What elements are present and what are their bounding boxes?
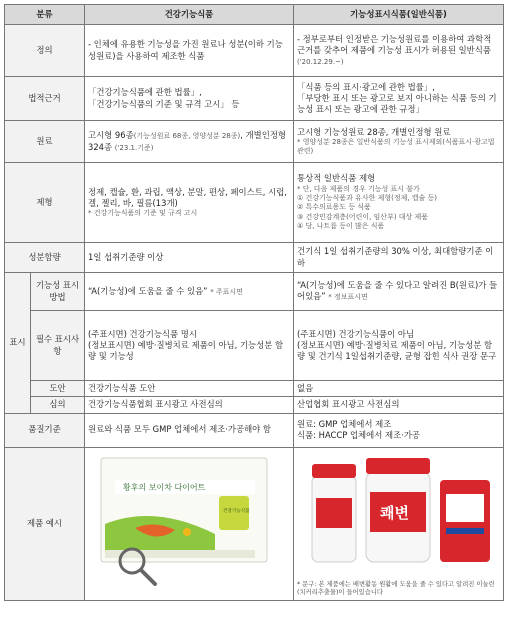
cell-method-health (85, 273, 294, 311)
cell-content-general: 건기식 1일 섭취기준량의 30% 이상, 최대함량기준 이하 (294, 243, 504, 273)
magnifier-icon (115, 544, 159, 588)
cell-definition-health: - 인체에 유용한 기능성을 가진 원료나 성분(이하 기능성원료)을 사용하여 제조한 식품 (85, 25, 294, 77)
label-definition: 정의 (5, 25, 85, 77)
method-health-text: “A(기능성)에 도움을 줄 수 있음” (88, 285, 208, 296)
definition-general-text: - 정부로부터 인정받은 기능성원료를 이용하여 과학적 근거를 갖추어 제품에 기능성 표시가 허용된 일반식품 (297, 33, 492, 55)
bottle-label-text: 쾌변 (380, 503, 409, 522)
method-general-note: * 정보표시면 (328, 293, 368, 302)
label-law: 법적근거 (5, 77, 85, 121)
header-row (5, 5, 504, 25)
label-content: 성분함량 (5, 243, 85, 273)
cell-content-health: 1일 섭취기준량 이상 (85, 243, 294, 273)
material-health-note: (기능성원료 68종, 영양성분 28종) (133, 132, 241, 141)
label-display-method: 기능성 표시방법 (31, 273, 85, 311)
label-material: 원료 (5, 121, 85, 163)
material-health-main: 고시형 96종 (88, 130, 134, 141)
functional-example-footnote: * 문구: 본 제품에는 배변활동 원활에 도움을 줄 수 있다고 알려진 이눌린(치커리추출물)이 들어있습니다 (297, 581, 495, 597)
health-product-badge: 건강기능식품 (223, 508, 250, 514)
form-general-item: ③ 건강민감계층(어린이, 임산부) 대상 제품 (297, 212, 429, 221)
form-general-item: ① 건강기능식품과 유사한 제형(정제, 캡슐 등) (297, 194, 438, 203)
comparison-table (4, 4, 504, 601)
row-example (5, 447, 504, 600)
cell-definition-general (294, 25, 504, 77)
label-display-group: 표시 (5, 273, 31, 414)
form-health-note: * 건강기능식품의 기준 및 규격 고시 (88, 209, 198, 218)
label-display-required: 필수 표시사항 (31, 311, 85, 381)
row-review (5, 397, 504, 413)
cell-form-health (85, 163, 294, 243)
cell-material-general (294, 121, 504, 163)
cell-method-general (294, 273, 504, 311)
form-general-main: 통상적 일반식품 제형 (297, 173, 376, 184)
method-general-text: “A(기능성)에 도움을 줄 수 있다고 알려진 B(원료)가 들어있음” (297, 280, 498, 302)
label-form: 제형 (5, 163, 85, 243)
label-quality: 품질기준 (5, 413, 85, 447)
cell-law-health: 「건강기능식품에 관한 법률」, 「건강기능식품의 기준 및 규격 고시」 등 (85, 77, 294, 121)
row-definition (5, 25, 504, 77)
row-form (5, 163, 504, 243)
cell-mark-health: 건강기능식품 도안 (85, 381, 294, 397)
definition-general-date: ('20.12.29.~) (297, 58, 344, 67)
row-material (5, 121, 504, 163)
form-general-item: ② 특수의료용도 등 식품 (297, 203, 371, 212)
cell-form-general (294, 163, 504, 243)
label-example: 제품 예시 (5, 447, 85, 600)
cell-quality-general: 원료: GMP 업체에서 제조 식품: HACCP 업체에서 제조·가공 (294, 413, 504, 447)
material-health-2: , 개별인정형 324종 (88, 130, 287, 152)
cell-example-health (85, 447, 294, 600)
form-general-note: * 단, 다음 제품의 경우 기능성 표시 불가 (297, 184, 420, 193)
material-health-date: ('23.1.기준) (114, 143, 154, 152)
cell-material-health (85, 121, 294, 163)
row-quality (5, 413, 504, 447)
cell-mark-general: 없음 (294, 381, 504, 397)
row-display-method (5, 273, 504, 311)
form-general-item: ④ 당, 나트륨 등이 많은 식품 (297, 222, 385, 231)
cell-review-health: 건강기능식품협회 표시광고 사전심의 (85, 397, 294, 413)
label-mark: 도안 (31, 381, 85, 397)
cell-review-general: 산업협회 표시광고 사전심의 (294, 397, 504, 413)
form-health-main: 정제, 캡슐, 환, 과립, 액상, 분말, 편상, 페이스트, 시럽, 겔, 젤리, 바, 필름(13개) (88, 186, 287, 208)
row-law (5, 77, 504, 121)
functional-product-image (308, 454, 498, 566)
cell-example-general (294, 447, 504, 600)
row-mark (5, 381, 504, 397)
cell-required-general: (주표시면) 건강기능식품이 아님 (정보표시면) 예방·질병치료 제품이 아님, 기능성분 함량 및 건기식 1일섭취기준량, 균형 잡힌 식사 권장 문구 (294, 311, 504, 381)
material-general-note: * 영양성분 28종은 일반식품의 기능성 표시제외(식품표시·광고법 관련) (297, 137, 495, 156)
header-health-food: 건강기능식품 (85, 5, 294, 25)
row-display-required (5, 311, 504, 381)
label-review: 심의 (31, 397, 85, 413)
health-product-title: 황후의 보이차 다이어트 (123, 482, 206, 492)
cell-law-general: 「식품 등의 표시·광고에 관한 법률」, 「부당한 표시 또는 광고로 보지 아니하는 식품 등의 기능성 표시 또는 광고에 관한 규정」 (294, 77, 504, 121)
method-health-note: * 주표시면 (210, 287, 243, 296)
cell-quality-health: 원료와 식품 모두 GMP 업체에서 제조·가공해야 함 (85, 413, 294, 447)
material-general-main: 고시형 기능성원료 28종, 개별인정형 원료 (297, 126, 451, 137)
row-content (5, 243, 504, 273)
header-functional-food: 기능성표시식품(일반식품) (294, 5, 504, 25)
cell-required-health: (주표시면) 건강기능식품 명시 (정보표시면) 예방·질병치료 제품이 아님, 기능성분 함량 및 기능성 (85, 311, 294, 381)
header-category: 분류 (5, 5, 85, 25)
